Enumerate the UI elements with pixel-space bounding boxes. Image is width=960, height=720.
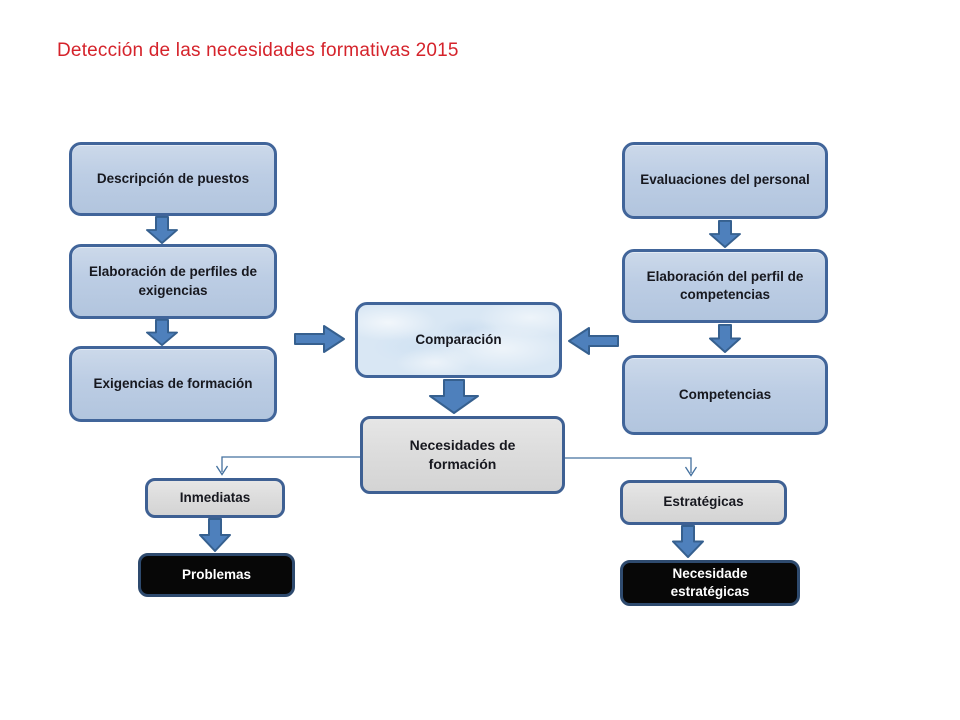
connector-left-branch	[222, 457, 360, 472]
node-label: Descripción de puestos	[96, 170, 250, 186]
node-label: Evaluaciones del personal	[640, 172, 810, 188]
flow-arrow-down-icon	[198, 518, 232, 552]
flow-arrow-right-icon	[294, 324, 346, 354]
node-perfil-competencias	[622, 249, 828, 323]
flow-arrow-down-icon	[145, 319, 179, 346]
node-exigencias-formacion	[69, 346, 277, 422]
node-necesidades-estrategicas	[620, 560, 800, 606]
node-comparacion	[355, 302, 562, 378]
node-label: Exigencias de formación	[93, 375, 253, 391]
node-label: Inmediatas	[179, 489, 251, 505]
flow-arrow-down-icon	[671, 525, 705, 558]
node-label: Competencias	[678, 386, 772, 402]
node-evaluaciones-personal	[622, 142, 828, 219]
node-perfiles-exigencias	[69, 244, 277, 319]
flow-arrow-down-icon	[145, 216, 179, 244]
node-descripcion-puestos	[69, 142, 277, 216]
flow-arrow-down-icon	[428, 379, 480, 414]
node-necesidades-formacion	[360, 416, 565, 494]
node-problemas	[138, 553, 295, 597]
node-label: Comparación	[415, 331, 502, 347]
node-label: Elaboración de perfiles de exigencias	[88, 264, 258, 298]
flow-arrow-left-icon	[567, 326, 619, 356]
node-competencias	[622, 355, 828, 435]
connector-right-arrowhead-icon	[686, 467, 697, 476]
connector-left-arrowhead-icon	[217, 466, 228, 475]
slide-title: Detección de las necesidades formativas 2015	[57, 40, 459, 61]
flow-arrow-down-icon	[708, 324, 742, 353]
node-label: Elaboración del perfil de competencias	[646, 268, 804, 302]
node-estrategicas	[620, 480, 787, 525]
flow-arrow-down-icon	[708, 220, 742, 248]
node-inmediatas	[145, 478, 285, 518]
node-label: Necesidade estratégicas	[670, 565, 750, 599]
node-label: Necesidades de formación	[409, 437, 516, 472]
node-label: Estratégicas	[663, 494, 744, 510]
node-label: Problemas	[181, 566, 252, 582]
connector-right-branch	[565, 458, 691, 473]
